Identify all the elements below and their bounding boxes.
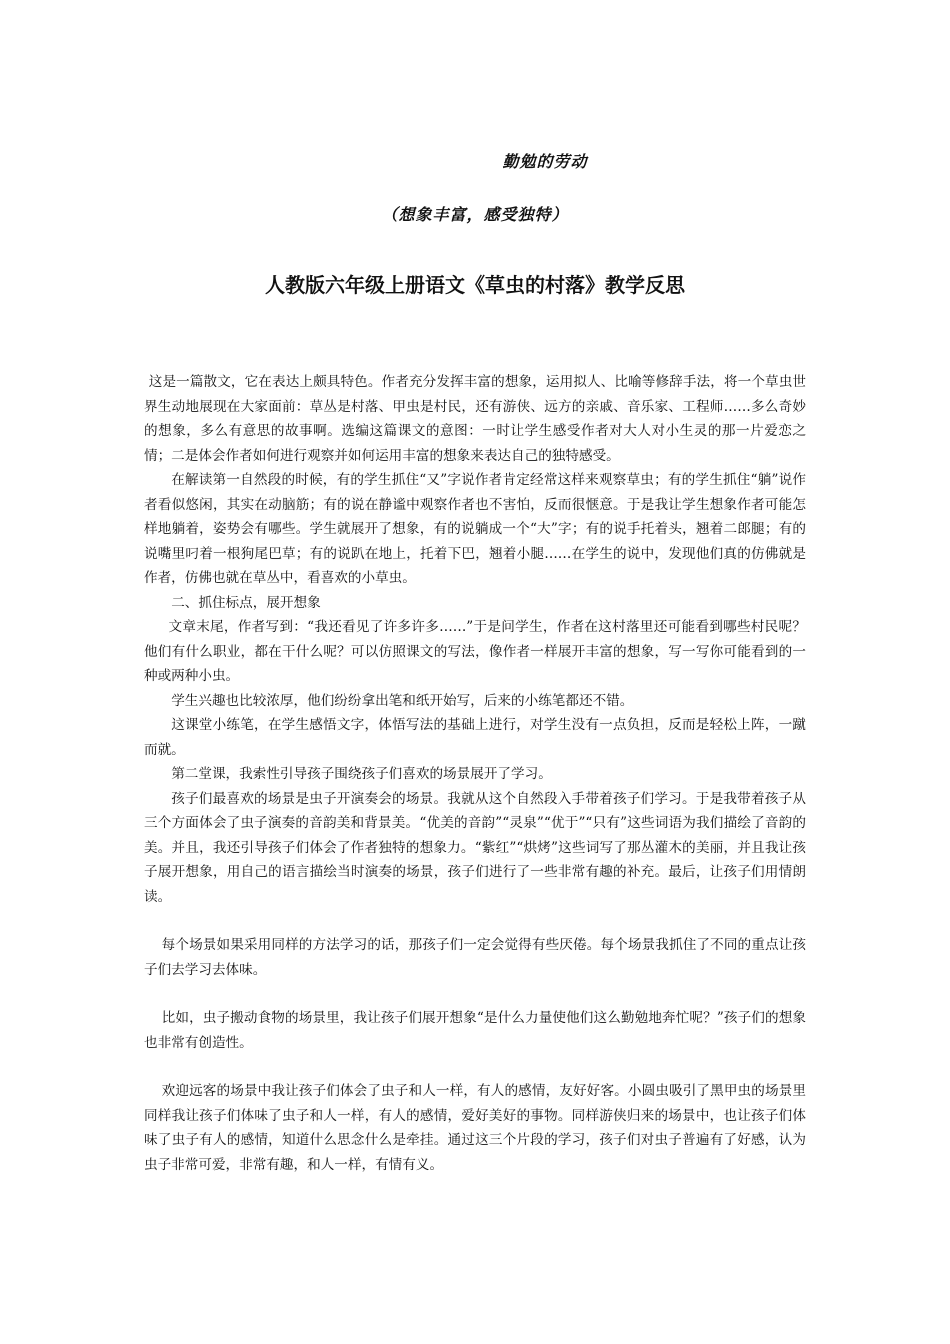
document-body bbox=[144, 370, 806, 1177]
paragraph-intro: 这是一篇散文，它在表达上颇具特色。作者充分发挥丰富的想象，运用拟人、比喻等修辞手法，将一个草虫世界生动地展现在大家面前：草丛是村落、甲虫是村民，还有游侠、远方的亲戚、音乐家、工程师……多么奇妙的想象，多么有意思的故事啊。选编这篇课文的意图：一时让学生感受作者对大人对小生灵的那一片爱恋之情；二是体会作者如何进行观察并如何运用丰富的想象来表达自己的独特感受。 bbox=[144, 374, 806, 464]
paragraph-practice: 这课堂小练笔，在学生感悟文字，体悟写法的基础上进行，对学生没有一点负担，反而是轻松上阵，一蹴而就。 bbox=[144, 717, 806, 758]
paragraph-different-focus: 每个场景如果采用同样的方法学习的话，那孩子们一定会觉得有些厌倦。每个场景我抓住了不同的重点让孩子们去学习去体味。 bbox=[144, 937, 806, 978]
paragraph-first-section: 在解读第一自然段的时候，有的学生抓住“又”字说作者肯定经常这样来观察草虫；有的学生抓住“躺”说作者看似悠闲，其实在动脑筋；有的说在静谧中观察作者也不害怕，反而很惬意。于是我让学生想象作者可能怎样地躺着，姿势会有哪些。学生就展开了想象，有的说躺成一个“大”字；有的说手托着头，翘着二郎腿；有的说嘴里叼着一根狗尾巴草；有的说趴在地上，托着下巴，翘着小腿……在学生的说中，发现他们真的仿佛就是作者，仿佛也就在草丛中，看喜欢的小草虫。 bbox=[144, 472, 806, 586]
paragraph-ending: 文章末尾，作者写到：“我还看见了许多许多……”于是问学生，作者在这村落里还可能看到哪些村民呢？他们有什么职业，都在干什么呢？可以仿照课文的写法，像作者一样展开丰富的想象，写一写你可能看到的一种或两种小虫。 bbox=[144, 619, 806, 684]
motto-line-2: （想象丰富，感受独特） bbox=[381, 205, 569, 224]
document-title: 人教版六年级上册语文《草虫的村落》教学反思 bbox=[265, 273, 685, 297]
paragraph-interest: 学生兴趣也比较浓厚，他们纷纷拿出笔和纸开始写，后来的小练笔都还不错。 bbox=[171, 692, 634, 709]
section-heading: 二、抓住标点，展开想象 bbox=[171, 594, 321, 611]
paragraph-food-scene: 比如，虫子搬动食物的场景里，我让孩子们展开想象“是什么力量使他们这么勤勉地奔忙呢？”孩子们的想象也非常有创造性。 bbox=[144, 1010, 806, 1051]
paragraph-second-lesson: 第二堂课，我索性引导孩子围绕孩子们喜欢的场景展开了学习。 bbox=[171, 766, 552, 782]
motto-line-1: 勤勉的劳动 bbox=[502, 152, 588, 171]
paragraph-concert-scene: 孩子们最喜欢的场景是虫子开演奏会的场景。我就从这个自然段入手带着孩子们学习。于是我带着孩子从三个方面体会了虫子演奏的音韵美和背景美。“优美的音韵”“灵泉”“优于”“只有”这些词语为我们描绘了音韵的美。并且，我还引导孩子们体会了作者独特的想象力。“紫红”“烘烤”这些词写了那丛灌木的美丽，并且我让孩子展开想象，用自己的语言描绘当时演奏的场景，孩子们进行了一些非常有趣的补充。最后，让孩子们用情朗读。 bbox=[144, 790, 806, 905]
paragraph-guest-scene: 欢迎远客的场景中我让孩子们体会了虫子和人一样，有人的感情，友好好客。小圆虫吸引了黑甲虫的场景里同样我让孩子们体味了虫子和人一样，有人的感情，爱好美好的事物。同样游侠归来的场景中，也让孩子们体味了虫子有人的感情，知道什么思念什么是牵挂。通过这三个片段的学习，孩子们对虫子普遍有了好感，认为虫子非常可爱，非常有趣，和人一样，有情有义。 bbox=[144, 1083, 806, 1173]
